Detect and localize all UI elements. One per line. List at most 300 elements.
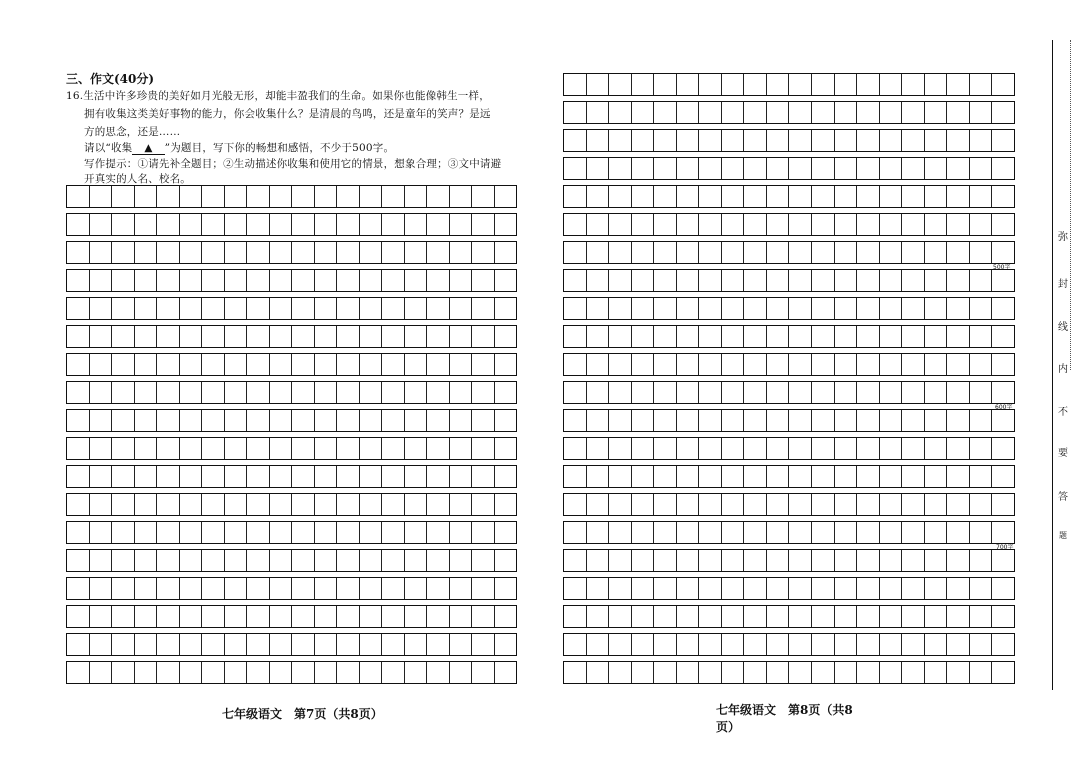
grid-cell[interactable] <box>835 186 858 207</box>
grid-cell[interactable] <box>880 214 903 235</box>
grid-cell[interactable] <box>90 242 113 263</box>
grid-cell[interactable] <box>880 186 903 207</box>
grid-cell[interactable] <box>902 298 925 319</box>
grid-cell[interactable] <box>292 438 315 459</box>
grid-cell[interactable] <box>270 522 293 543</box>
grid-cell[interactable] <box>67 242 90 263</box>
grid-cell[interactable] <box>925 466 948 487</box>
grid-cell[interactable] <box>495 606 517 627</box>
grid-cell[interactable] <box>609 326 632 347</box>
grid-cell[interactable] <box>812 494 835 515</box>
grid-cell[interactable] <box>699 270 722 291</box>
grid-cell[interactable] <box>722 186 745 207</box>
grid-cell[interactable] <box>767 130 790 151</box>
grid-cell[interactable] <box>857 466 880 487</box>
grid-cell[interactable] <box>427 494 450 515</box>
grid-cell[interactable] <box>180 550 203 571</box>
grid-cell[interactable] <box>315 578 338 599</box>
grid-cell[interactable] <box>135 326 158 347</box>
grid-cell[interactable] <box>609 298 632 319</box>
grid-cell[interactable] <box>157 606 180 627</box>
grid-cell[interactable] <box>495 438 517 459</box>
grid-cell[interactable] <box>292 382 315 403</box>
grid-cell[interactable] <box>292 662 315 683</box>
grid-cell[interactable] <box>67 606 90 627</box>
grid-cell[interactable] <box>812 158 835 179</box>
grid-cell[interactable] <box>450 410 473 431</box>
grid-cell[interactable] <box>427 522 450 543</box>
grid-cell[interactable] <box>472 186 495 207</box>
grid-cell[interactable] <box>405 578 428 599</box>
grid-cell[interactable] <box>292 466 315 487</box>
grid-cell[interactable] <box>609 494 632 515</box>
grid-cell[interactable] <box>925 410 948 431</box>
grid-cell[interactable] <box>677 466 700 487</box>
grid-cell[interactable] <box>315 186 338 207</box>
grid-cell[interactable] <box>992 354 1014 375</box>
grid-cell[interactable] <box>677 270 700 291</box>
grid-cell[interactable] <box>472 438 495 459</box>
grid-cell[interactable] <box>90 410 113 431</box>
grid-cell[interactable] <box>495 494 517 515</box>
grid-cell[interactable] <box>835 550 858 571</box>
grid-cell[interactable] <box>880 270 903 291</box>
grid-cell[interactable] <box>315 298 338 319</box>
grid-cell[interactable] <box>337 634 360 655</box>
grid-cell[interactable] <box>247 466 270 487</box>
grid-cell[interactable] <box>180 494 203 515</box>
grid-cell[interactable] <box>812 662 835 683</box>
grid-cell[interactable] <box>992 74 1014 95</box>
grid-cell[interactable] <box>812 466 835 487</box>
grid-cell[interactable] <box>699 550 722 571</box>
grid-cell[interactable] <box>609 354 632 375</box>
grid-cell[interactable] <box>654 466 677 487</box>
grid-cell[interactable] <box>812 298 835 319</box>
grid-cell[interactable] <box>564 214 587 235</box>
grid-cell[interactable] <box>609 74 632 95</box>
grid-cell[interactable] <box>135 522 158 543</box>
grid-cell[interactable] <box>970 662 993 683</box>
grid-cell[interactable] <box>789 494 812 515</box>
grid-cell[interactable] <box>270 578 293 599</box>
grid-cell[interactable] <box>744 578 767 599</box>
grid-cell[interactable] <box>180 662 203 683</box>
grid-cell[interactable] <box>315 662 338 683</box>
grid-cell[interactable] <box>292 270 315 291</box>
grid-cell[interactable] <box>157 242 180 263</box>
grid-cell[interactable] <box>360 662 383 683</box>
grid-cell[interactable] <box>472 214 495 235</box>
grid-cell[interactable] <box>654 74 677 95</box>
grid-cell[interactable] <box>857 242 880 263</box>
grid-cell[interactable] <box>247 662 270 683</box>
grid-cell[interactable] <box>812 270 835 291</box>
grid-cell[interactable] <box>382 382 405 403</box>
grid-cell[interactable] <box>337 298 360 319</box>
grid-cell[interactable] <box>564 410 587 431</box>
grid-cell[interactable] <box>202 382 225 403</box>
grid-cell[interactable] <box>587 382 610 403</box>
grid-cell[interactable] <box>970 130 993 151</box>
grid-cell[interactable] <box>292 186 315 207</box>
grid-cell[interactable] <box>654 186 677 207</box>
grid-cell[interactable] <box>270 550 293 571</box>
grid-cell[interactable] <box>744 130 767 151</box>
grid-cell[interactable] <box>292 410 315 431</box>
grid-cell[interactable] <box>632 438 655 459</box>
grid-cell[interactable] <box>405 242 428 263</box>
grid-cell[interactable] <box>225 326 248 347</box>
grid-cell[interactable] <box>135 438 158 459</box>
grid-cell[interactable] <box>744 270 767 291</box>
grid-cell[interactable] <box>112 494 135 515</box>
grid-cell[interactable] <box>880 466 903 487</box>
grid-cell[interactable] <box>225 242 248 263</box>
grid-cell[interactable] <box>495 522 517 543</box>
grid-cell[interactable] <box>112 242 135 263</box>
grid-cell[interactable] <box>722 298 745 319</box>
grid-cell[interactable] <box>405 606 428 627</box>
grid-cell[interactable] <box>609 550 632 571</box>
grid-cell[interactable] <box>812 186 835 207</box>
grid-cell[interactable] <box>495 466 517 487</box>
grid-cell[interactable] <box>587 158 610 179</box>
grid-cell[interactable] <box>564 186 587 207</box>
grid-cell[interactable] <box>90 466 113 487</box>
grid-cell[interactable] <box>947 74 970 95</box>
grid-cell[interactable] <box>180 466 203 487</box>
grid-cell[interactable] <box>180 242 203 263</box>
grid-cell[interactable] <box>337 410 360 431</box>
grid-cell[interactable] <box>112 606 135 627</box>
grid-cell[interactable] <box>654 354 677 375</box>
grid-cell[interactable] <box>744 550 767 571</box>
grid-cell[interactable] <box>270 270 293 291</box>
grid-cell[interactable] <box>902 662 925 683</box>
grid-cell[interactable] <box>789 130 812 151</box>
grid-cell[interactable] <box>970 382 993 403</box>
grid-cell[interactable] <box>789 382 812 403</box>
grid-cell[interactable] <box>722 242 745 263</box>
grid-cell[interactable] <box>744 186 767 207</box>
grid-cell[interactable] <box>880 158 903 179</box>
grid-cell[interactable] <box>337 326 360 347</box>
grid-cell[interactable] <box>947 634 970 655</box>
grid-cell[interactable] <box>157 298 180 319</box>
grid-cell[interactable] <box>90 494 113 515</box>
grid-cell[interactable] <box>450 522 473 543</box>
grid-cell[interactable] <box>632 662 655 683</box>
grid-cell[interactable] <box>767 242 790 263</box>
grid-cell[interactable] <box>495 410 517 431</box>
grid-cell[interactable] <box>315 354 338 375</box>
grid-cell[interactable] <box>67 410 90 431</box>
grid-cell[interactable] <box>812 74 835 95</box>
grid-cell[interactable] <box>112 522 135 543</box>
grid-cell[interactable] <box>699 74 722 95</box>
grid-cell[interactable] <box>270 410 293 431</box>
grid-cell[interactable] <box>970 102 993 123</box>
grid-cell[interactable] <box>135 550 158 571</box>
grid-cell[interactable] <box>427 634 450 655</box>
grid-cell[interactable] <box>835 102 858 123</box>
grid-cell[interactable] <box>382 466 405 487</box>
grid-cell[interactable] <box>902 382 925 403</box>
grid-cell[interactable] <box>789 74 812 95</box>
grid-cell[interactable] <box>315 634 338 655</box>
grid-cell[interactable] <box>609 382 632 403</box>
grid-cell[interactable] <box>225 606 248 627</box>
grid-cell[interactable] <box>699 326 722 347</box>
grid-cell[interactable] <box>337 354 360 375</box>
grid-cell[interactable] <box>67 326 90 347</box>
grid-cell[interactable] <box>947 326 970 347</box>
grid-cell[interactable] <box>382 270 405 291</box>
grid-cell[interactable] <box>744 354 767 375</box>
grid-cell[interactable] <box>225 438 248 459</box>
grid-cell[interactable] <box>677 74 700 95</box>
grid-cell[interactable] <box>970 74 993 95</box>
grid-cell[interactable] <box>135 214 158 235</box>
grid-cell[interactable] <box>112 438 135 459</box>
grid-cell[interactable] <box>789 466 812 487</box>
grid-cell[interactable] <box>112 186 135 207</box>
grid-cell[interactable] <box>450 494 473 515</box>
grid-cell[interactable] <box>744 494 767 515</box>
grid-cell[interactable] <box>382 438 405 459</box>
grid-cell[interactable] <box>135 578 158 599</box>
grid-cell[interactable] <box>427 214 450 235</box>
grid-cell[interactable] <box>677 494 700 515</box>
grid-cell[interactable] <box>902 270 925 291</box>
grid-cell[interactable] <box>337 270 360 291</box>
grid-cell[interactable] <box>902 242 925 263</box>
grid-cell[interactable] <box>609 130 632 151</box>
grid-cell[interactable] <box>880 494 903 515</box>
grid-cell[interactable] <box>925 214 948 235</box>
grid-cell[interactable] <box>180 578 203 599</box>
grid-cell[interactable] <box>789 158 812 179</box>
grid-cell[interactable] <box>699 410 722 431</box>
grid-cell[interactable] <box>495 382 517 403</box>
grid-cell[interactable] <box>90 578 113 599</box>
grid-cell[interactable] <box>157 270 180 291</box>
grid-cell[interactable] <box>767 270 790 291</box>
grid-cell[interactable] <box>835 522 858 543</box>
grid-cell[interactable] <box>902 130 925 151</box>
grid-cell[interactable] <box>382 662 405 683</box>
grid-cell[interactable] <box>337 466 360 487</box>
grid-cell[interactable] <box>315 466 338 487</box>
grid-cell[interactable] <box>247 578 270 599</box>
grid-cell[interactable] <box>157 578 180 599</box>
grid-cell[interactable] <box>744 158 767 179</box>
grid-cell[interactable] <box>992 298 1014 319</box>
grid-cell[interactable] <box>450 550 473 571</box>
grid-cell[interactable] <box>382 410 405 431</box>
grid-cell[interactable] <box>427 606 450 627</box>
grid-cell[interactable] <box>925 242 948 263</box>
grid-cell[interactable] <box>925 634 948 655</box>
grid-cell[interactable] <box>880 606 903 627</box>
grid-cell[interactable] <box>632 298 655 319</box>
grid-cell[interactable] <box>495 186 517 207</box>
grid-cell[interactable] <box>880 578 903 599</box>
grid-cell[interactable] <box>90 550 113 571</box>
grid-cell[interactable] <box>744 214 767 235</box>
grid-cell[interactable] <box>677 382 700 403</box>
grid-cell[interactable] <box>992 130 1014 151</box>
grid-cell[interactable] <box>450 606 473 627</box>
grid-cell[interactable] <box>225 354 248 375</box>
grid-cell[interactable] <box>835 494 858 515</box>
grid-cell[interactable] <box>360 382 383 403</box>
grid-cell[interactable] <box>632 494 655 515</box>
grid-cell[interactable] <box>247 494 270 515</box>
grid-cell[interactable] <box>202 186 225 207</box>
grid-cell[interactable] <box>925 326 948 347</box>
grid-cell[interactable] <box>360 298 383 319</box>
grid-cell[interactable] <box>947 298 970 319</box>
grid-cell[interactable] <box>180 410 203 431</box>
grid-cell[interactable] <box>880 522 903 543</box>
grid-cell[interactable] <box>632 578 655 599</box>
grid-cell[interactable] <box>789 522 812 543</box>
grid-cell[interactable] <box>632 74 655 95</box>
grid-cell[interactable] <box>722 102 745 123</box>
grid-cell[interactable] <box>654 634 677 655</box>
grid-cell[interactable] <box>992 270 1014 291</box>
grid-cell[interactable] <box>564 270 587 291</box>
grid-cell[interactable] <box>247 438 270 459</box>
grid-cell[interactable] <box>744 242 767 263</box>
grid-cell[interactable] <box>789 298 812 319</box>
grid-cell[interactable] <box>382 494 405 515</box>
grid-cell[interactable] <box>247 382 270 403</box>
grid-cell[interactable] <box>292 354 315 375</box>
grid-cell[interactable] <box>90 634 113 655</box>
grid-cell[interactable] <box>857 270 880 291</box>
grid-cell[interactable] <box>90 662 113 683</box>
grid-cell[interactable] <box>202 494 225 515</box>
grid-cell[interactable] <box>472 634 495 655</box>
grid-cell[interactable] <box>405 410 428 431</box>
grid-cell[interactable] <box>654 550 677 571</box>
grid-cell[interactable] <box>292 634 315 655</box>
grid-cell[interactable] <box>587 270 610 291</box>
grid-cell[interactable] <box>157 438 180 459</box>
grid-cell[interactable] <box>270 242 293 263</box>
grid-cell[interactable] <box>835 354 858 375</box>
grid-cell[interactable] <box>722 634 745 655</box>
grid-cell[interactable] <box>90 326 113 347</box>
grid-cell[interactable] <box>315 270 338 291</box>
grid-cell[interactable] <box>247 606 270 627</box>
grid-cell[interactable] <box>902 522 925 543</box>
grid-cell[interactable] <box>112 214 135 235</box>
grid-cell[interactable] <box>654 438 677 459</box>
grid-cell[interactable] <box>902 494 925 515</box>
grid-cell[interactable] <box>450 186 473 207</box>
grid-cell[interactable] <box>857 326 880 347</box>
grid-cell[interactable] <box>587 326 610 347</box>
grid-cell[interactable] <box>970 242 993 263</box>
grid-cell[interactable] <box>654 606 677 627</box>
grid-cell[interactable] <box>360 410 383 431</box>
grid-cell[interactable] <box>67 662 90 683</box>
grid-cell[interactable] <box>992 550 1014 571</box>
grid-cell[interactable] <box>564 130 587 151</box>
grid-cell[interactable] <box>609 270 632 291</box>
grid-cell[interactable] <box>767 662 790 683</box>
grid-cell[interactable] <box>744 438 767 459</box>
grid-cell[interactable] <box>767 606 790 627</box>
grid-cell[interactable] <box>180 270 203 291</box>
grid-cell[interactable] <box>789 550 812 571</box>
grid-cell[interactable] <box>654 242 677 263</box>
grid-cell[interactable] <box>587 466 610 487</box>
grid-cell[interactable] <box>835 74 858 95</box>
grid-cell[interactable] <box>970 634 993 655</box>
grid-cell[interactable] <box>157 326 180 347</box>
grid-cell[interactable] <box>857 214 880 235</box>
grid-cell[interactable] <box>112 550 135 571</box>
grid-cell[interactable] <box>202 550 225 571</box>
grid-cell[interactable] <box>789 662 812 683</box>
grid-cell[interactable] <box>970 494 993 515</box>
grid-cell[interactable] <box>857 298 880 319</box>
grid-cell[interactable] <box>699 186 722 207</box>
grid-cell[interactable] <box>857 74 880 95</box>
grid-cell[interactable] <box>270 382 293 403</box>
grid-cell[interactable] <box>292 326 315 347</box>
grid-cell[interactable] <box>699 298 722 319</box>
grid-cell[interactable] <box>450 214 473 235</box>
grid-cell[interactable] <box>812 130 835 151</box>
grid-cell[interactable] <box>67 438 90 459</box>
grid-cell[interactable] <box>270 354 293 375</box>
grid-cell[interactable] <box>564 550 587 571</box>
grid-cell[interactable] <box>67 522 90 543</box>
grid-cell[interactable] <box>495 298 517 319</box>
grid-cell[interactable] <box>405 326 428 347</box>
grid-cell[interactable] <box>744 606 767 627</box>
grid-cell[interactable] <box>677 298 700 319</box>
grid-cell[interactable] <box>202 466 225 487</box>
grid-cell[interactable] <box>609 606 632 627</box>
grid-cell[interactable] <box>270 466 293 487</box>
grid-cell[interactable] <box>632 522 655 543</box>
grid-cell[interactable] <box>405 270 428 291</box>
grid-cell[interactable] <box>992 494 1014 515</box>
grid-cell[interactable] <box>202 298 225 319</box>
grid-cell[interactable] <box>835 270 858 291</box>
grid-cell[interactable] <box>880 298 903 319</box>
grid-cell[interactable] <box>247 242 270 263</box>
grid-cell[interactable] <box>202 662 225 683</box>
grid-cell[interactable] <box>564 354 587 375</box>
grid-cell[interactable] <box>744 298 767 319</box>
grid-cell[interactable] <box>225 494 248 515</box>
grid-cell[interactable] <box>632 606 655 627</box>
grid-cell[interactable] <box>202 270 225 291</box>
grid-cell[interactable] <box>405 214 428 235</box>
grid-cell[interactable] <box>225 550 248 571</box>
grid-cell[interactable] <box>564 382 587 403</box>
grid-cell[interactable] <box>202 214 225 235</box>
grid-cell[interactable] <box>970 606 993 627</box>
